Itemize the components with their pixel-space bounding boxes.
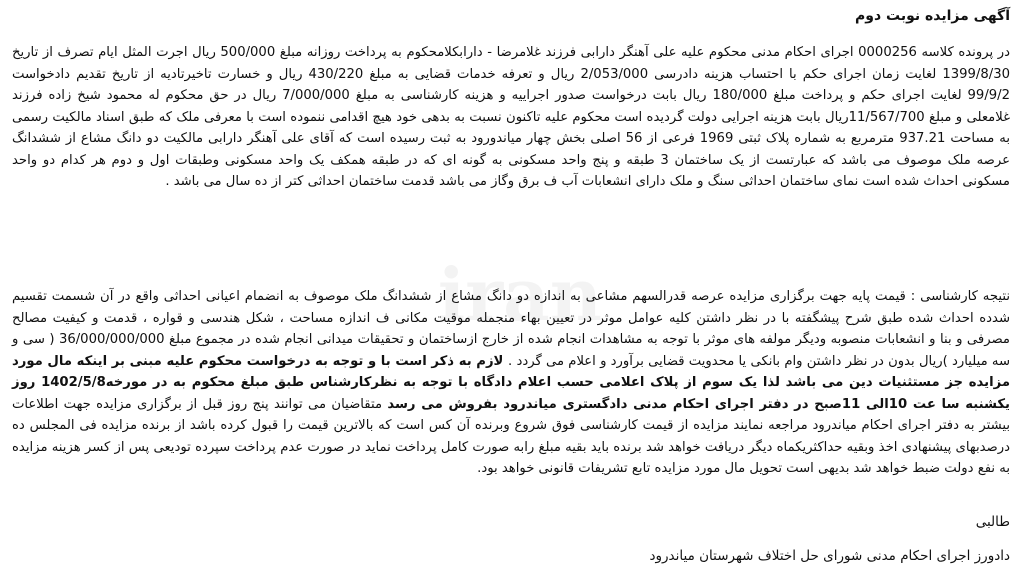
notice-paragraph-1: در پرونده کلاسه 0000256 اجرای احکام مدنی محکوم علیه علی آهنگر دارابی فرزند غلامرضا - دارابکلامحکوم به پرداخت روزانه مبلغ 500/000 ریال اجرت المثل ایام تصرف از تاریخ 1399/8/30 لغایت زمان اجرای حکم با احتساب هزینه دادرسی 2/053/000 ریال و تعرفه خدمات قضایی به مبلغ 430/220 ریال و خسارت تاخیرتادیه از تاریخ تقدیم دادخواست 99/9/2 لغایت اجرای حکم و پرداخت مبلغ 180/000 ریال بابت درخواست صدور اجراییه و هزینه کارشناسی به مبلغ 7/000/000 ریال در حق محکوم له محمود شیخ زاده فرزند غلامعلی و مبلغ 11/567/700ریال بابت هزینه اجرایی دولت گردیده است محکوم علیه تاکنون نسبت به بدهی خود هیچ اقدامی ننموده است با معرفی ملک که طبق اسناد مالکیت رسمی به مساحت 937.21 مترمربع به شماره پلاک ثبتی 1969 فرعی از 56 اصلی بخش چهار میاندورود به ثبت رسیده است که آقای علی آهنگر دارابی مالکیت دو دانگ مشاع از ششدانگ عرصه ملک موصوف می باشد که عبارتست از یک ساختمان 3 طبقه و پنج واحد مسکونی به گونه ای که در طبقه همکف یک واحد مسکونی وطبقات اول و دوم هر کدام دو واحد مسکونی احداث شده است نمای ساختمان احداثی سنگ و ملک دارای انشعابات آب ف برق وگاز می باشد قدمت ساختمان احداثی کتر از ده سال می باشد . bbox=[12, 45, 1011, 189]
notice-title: آگهی مزایده نوبت دوم bbox=[854, 8, 1010, 24]
notice-paragraph-2 bbox=[12, 286, 1010, 480]
closing-name: طالبی bbox=[975, 514, 1010, 530]
signature-line: دادورز اجرای احکام مدنی شورای حل اختلاف شهرستان میاندرود bbox=[649, 548, 1010, 564]
expert-result-text: نتیجه کارشناسی : قیمت پایه جهت برگزاری مزایده عرصه قدرالسهم مشاعی به اندازه دو دانگ مشاع از ششدانگ ملک موصوف به انضمام اعیانی احداثی واقع در آن شسمت تقسیم شدده احداث شده طبق شرح پیشگفته با در نظر داشتن کلیه عوامل موثر در تعیین بهاء منجمله موقیت مکانی ف اندازه مساحت ، شکل هندسی و قواره ، قدمت و کیفیت مصالح مصرفی و بنا و انشعابات منصوبه ودیگر مولفه های موثر با توجه به مشاهدات انجام شده از خارج ازساختمان و تحقیقات میدانی انجام شده در مجموع مبلغ 36/000/000/000 ( سی و سه میلیارد )ریال بدون در نظر داشتن وام بانکی یا محدویت قضایی برآورد و اعلام می گردد . bbox=[12, 289, 1010, 369]
auction-date-text: لازم به ذکر است با و توجه به درخواست محکوم علیه مبنی بر اینکه مال مورد مزایده جز مستثنیات دین می باشد لذا یک سوم از پلاک اعلامی حسب اعلام دادگاه با توجه به نظرکارشناس طبق مبلغ محکوم به در مورخه1402/5/8 روز یکشنبه سا عت 10الی 11صبح در دفتر اجرای احکام مدنی دادگستری میاندرود بفروش می رسد bbox=[12, 353, 1011, 412]
auction-terms-text: متقاضیان می توانند پنج روز قبل از برگزاری مزایده جهت اطلاعات بیشتر به دفتر اجرای احکام میاندرود مراجعه نمایند مزایده از قیمت کارشناسی فوق شروع وبرنده آن کس است که بالاترین قیمت را قبول کرده باشد از برنده مزایده فی المجلس ده درصدبهای پیشنهادی اخذ وبقیه حداکثریکماه دیگر دریافت خواهد شد برنده باید بقیه مبلغ رابه صورت کامل پرداخت نماید در صورت عدم پرداخت سپرده تودیعی پس از کسر هزینه مزایده به نفع دولت ضبط خواهد شد بدیهی است تحویل مال مورد مزایده تابع تشریفات قانونی خواهد بود. bbox=[12, 396, 1010, 476]
watermark: iran bbox=[437, 252, 603, 337]
